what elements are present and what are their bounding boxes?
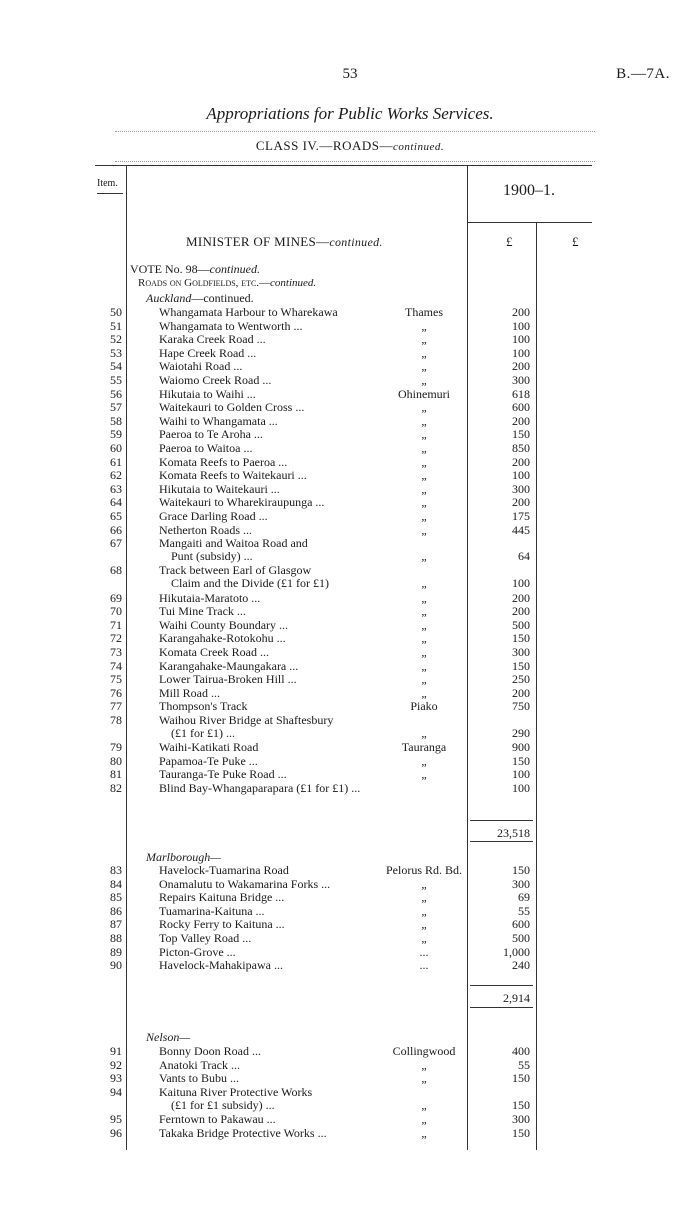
item-description: Karangahake-Rotokohu ...: [159, 631, 286, 646]
page-number: 53: [342, 66, 358, 82]
item-district: Tauranga: [401, 740, 447, 755]
table-row: [0, 699, 700, 713]
item-number: 53: [110, 345, 122, 360]
item-amount: 400: [512, 1044, 530, 1058]
item-district: Thames: [405, 305, 443, 319]
item-district: „: [421, 1112, 427, 1126]
table-row: [0, 576, 700, 590]
item-district: „: [421, 617, 427, 632]
item-number: 93: [110, 1071, 122, 1086]
item-number: 56: [110, 386, 122, 401]
item-description: Tui Mine Track ...: [159, 604, 246, 619]
table-row: [0, 400, 700, 414]
item-number: 60: [110, 441, 122, 455]
document-reference: B.—7A.: [616, 66, 670, 82]
table-row: [0, 563, 700, 577]
item-number: 74: [110, 658, 122, 673]
table-row: [0, 931, 700, 945]
item-description: Whangamata Harbour to Wharekawa: [159, 305, 338, 319]
item-amount: 150: [512, 1125, 530, 1140]
item-description: Thompson's Track: [159, 699, 248, 714]
table-row: [0, 713, 700, 727]
table-row: [0, 1112, 700, 1126]
item-description: Hape Creek Road ...: [159, 345, 257, 360]
class-heading-suffix: continued.: [392, 141, 445, 153]
table-row: [0, 455, 700, 469]
table-row: [0, 468, 700, 482]
item-amount: 290: [512, 726, 530, 740]
table-row: [0, 591, 700, 605]
item-number: 78: [110, 713, 122, 727]
item-amount: 750: [512, 699, 530, 714]
item-amount: 200: [512, 590, 530, 605]
item-district: „: [421, 332, 427, 347]
item-header-rule: [97, 193, 123, 194]
item-district: „: [421, 645, 427, 659]
item-description-continued: Claim and the Divide (£1 for £1): [171, 576, 329, 591]
item-description: Karangahake-Maungakara ...: [159, 658, 299, 673]
table-row: [0, 1044, 700, 1058]
item-amount: 300: [512, 481, 530, 496]
nelson-heading: Nelson—: [146, 1030, 191, 1044]
item-district: „: [421, 631, 427, 646]
item-district: Ohinemuri: [398, 386, 450, 401]
vote-heading-suffix: continued.: [209, 262, 260, 276]
item-district: Pelorus Rd. Bd.: [385, 863, 462, 877]
item-number: 57: [110, 400, 122, 415]
auckland-subtotal: 23,518: [497, 826, 530, 840]
item-district: „: [421, 590, 427, 605]
divider-dotted: [115, 161, 595, 162]
item-description: Vants to Bubu ...: [159, 1071, 240, 1086]
item-district: „: [421, 427, 427, 442]
item-description: Komata Reefs to Paeroa ...: [159, 454, 288, 469]
item-number: 96: [110, 1125, 122, 1140]
item-description: Hikutaia-Maratoto ...: [159, 590, 261, 605]
item-amount: 150: [512, 427, 530, 442]
item-amount: 55: [518, 1057, 530, 1072]
item-district: „: [421, 1071, 427, 1086]
item-description: Lower Tairua-Broken Hill ...: [159, 672, 297, 687]
item-amount: 150: [512, 631, 530, 646]
item-description: Grace Darling Road ...: [159, 509, 268, 523]
item-description: Waihi to Whangamata ...: [159, 413, 278, 428]
item-district: „: [421, 345, 427, 360]
item-district: „: [421, 726, 427, 740]
item-description: Havelock-Tuamarina Road: [159, 863, 289, 877]
table-row: [0, 305, 700, 319]
roads-heading-prefix: Roads on Goldfields, etc.—: [138, 277, 271, 289]
item-amount: 150: [512, 1097, 530, 1112]
item-description: Paeroa to Te Aroha ...: [159, 427, 263, 442]
table-row: [0, 631, 700, 645]
item-district: „: [421, 767, 427, 782]
item-description: Onamalutu to Wakamarina Forks ...: [159, 876, 331, 891]
item-amount: 300: [512, 1112, 530, 1126]
item-number: 73: [110, 645, 122, 659]
item-description: Takaka Bridge Protective Works ...: [159, 1125, 327, 1140]
table-row: [0, 332, 700, 346]
item-amount: 100: [512, 318, 530, 333]
item-number: 59: [110, 427, 122, 442]
item-district: „: [421, 468, 427, 483]
item-description: Waiotahi Road ...: [159, 359, 243, 374]
pound-sign: £: [506, 234, 513, 249]
item-amount: 850: [512, 441, 530, 455]
table-row: [0, 319, 700, 333]
item-number: 87: [110, 917, 122, 932]
item-number: 85: [110, 890, 122, 905]
item-number: 82: [110, 781, 122, 795]
item-column-header: Item.: [97, 178, 118, 189]
page-title: Appropriations for Public Works Services.: [206, 104, 494, 123]
item-amount: 200: [512, 495, 530, 510]
item-amount: 240: [512, 958, 530, 973]
table-row: [0, 346, 700, 360]
item-number: 80: [110, 753, 122, 768]
table-row: [0, 536, 700, 550]
item-number: 89: [110, 944, 122, 959]
item-number: 55: [110, 373, 122, 387]
table-row: [0, 359, 700, 373]
item-amount: 100: [512, 468, 530, 483]
item-number: 83: [110, 863, 122, 877]
item-district: ...: [419, 944, 429, 959]
vote-heading-prefix: VOTE No. 98—: [130, 262, 210, 276]
subtotal-rule: [470, 820, 533, 821]
item-number: 86: [110, 903, 122, 918]
table-row: [0, 945, 700, 959]
item-description: Whangamata to Wentworth ...: [159, 318, 303, 333]
item-district: „: [421, 509, 427, 523]
item-district: „: [421, 318, 427, 333]
item-number: 75: [110, 672, 122, 687]
item-description-continued: (£1 for £1 subsidy) ...: [171, 1097, 275, 1112]
item-number: 90: [110, 958, 122, 973]
table-row: [0, 427, 700, 441]
item-amount: 175: [512, 509, 530, 523]
table-row: [0, 863, 700, 877]
item-district: „: [421, 903, 427, 918]
table-row: [0, 890, 700, 904]
item-district: „: [421, 454, 427, 469]
minister-heading: [186, 234, 383, 250]
item-number: 81: [110, 767, 122, 782]
item-description: Waitekauri to Wharekiraupunga ...: [159, 495, 325, 510]
item-amount: 150: [512, 753, 530, 768]
item-district: ...: [419, 958, 429, 973]
item-number: 54: [110, 359, 122, 374]
item-district: „: [421, 576, 427, 591]
item-description: Tuamarina-Kaituna ...: [159, 903, 265, 918]
item-number: 66: [110, 522, 122, 537]
vote-heading: [130, 262, 260, 277]
item-description: Paeroa to Waitoa ...: [159, 441, 253, 455]
table-row: [0, 441, 700, 455]
item-district: „: [421, 917, 427, 932]
item-description: Komata Reefs to Waitekauri ...: [159, 468, 307, 483]
table-row: [0, 604, 700, 618]
table-row: [0, 645, 700, 659]
item-amount: 150: [512, 863, 530, 877]
item-description: Bonny Doon Road ...: [159, 1044, 261, 1058]
item-amount: 100: [512, 767, 530, 782]
table-row: [0, 740, 700, 754]
table-top-rule: [95, 165, 592, 166]
auckland-heading: [146, 291, 254, 306]
item-amount: 300: [512, 876, 530, 891]
item-district: „: [421, 373, 427, 387]
item-description-continued: (£1 for £1) ...: [171, 726, 235, 740]
item-district: „: [421, 685, 427, 700]
auckland-heading-suffix: —continued.: [191, 291, 254, 305]
table-row: [0, 523, 700, 537]
item-district: „: [421, 549, 427, 564]
item-number: 52: [110, 332, 122, 347]
item-description: Top Valley Road ...: [159, 931, 252, 945]
item-description: Papamoa-Te Puke ...: [159, 753, 258, 768]
item-district: Piako: [410, 699, 438, 714]
table-row: [0, 509, 700, 523]
item-description: Picton-Grove ...: [159, 944, 236, 959]
item-district: „: [421, 753, 427, 768]
item-district: „: [421, 495, 427, 510]
item-number: 63: [110, 481, 122, 496]
item-amount: 200: [512, 604, 530, 619]
item-amount: 150: [512, 658, 530, 673]
table-row: [0, 781, 700, 795]
item-amount: 100: [512, 781, 530, 795]
item-district: „: [421, 359, 427, 374]
table-row: [0, 877, 700, 891]
subtotal-rule: [470, 1007, 533, 1008]
item-amount: 100: [512, 345, 530, 360]
item-amount: 445: [512, 522, 530, 537]
marlborough-subtotal: 2,914: [503, 991, 530, 1005]
item-description: Ferntown to Pakawau ...: [159, 1112, 276, 1126]
table-row: [0, 904, 700, 918]
item-description: Repairs Kaituna Bridge ...: [159, 890, 285, 905]
item-description: Karaka Creek Road ...: [159, 332, 266, 347]
item-description: Mangaiti and Waitoa Road and: [159, 536, 308, 551]
item-amount: 200: [512, 413, 530, 428]
item-district: „: [421, 931, 427, 945]
item-description: Komata Creek Road ...: [159, 645, 269, 659]
item-district: „: [421, 672, 427, 687]
auckland-heading-name: Auckland: [146, 291, 192, 305]
table-row: [0, 754, 700, 768]
item-amount: 618: [512, 386, 530, 401]
item-description: Track between Earl of Glasgow: [159, 563, 312, 578]
item-description: Waihou River Bridge at Shaftesbury: [159, 713, 334, 727]
table-row: [0, 1071, 700, 1085]
item-description-continued: Punt (subsidy) ...: [171, 549, 253, 564]
item-district: „: [421, 604, 427, 619]
item-district: „: [421, 441, 427, 455]
item-description: Waihi County Boundary ...: [159, 617, 289, 632]
item-description: Waihi-Katikati Road: [159, 740, 259, 755]
year-rule: [467, 222, 592, 223]
item-district: „: [421, 413, 427, 428]
item-number: 51: [110, 318, 122, 333]
item-number: 70: [110, 604, 122, 619]
item-description: Anatoki Track ...: [159, 1057, 240, 1072]
roads-heading-suffix: continued.: [270, 277, 317, 289]
item-number: 79: [110, 740, 122, 755]
item-description: Waitekauri to Golden Cross ...: [159, 400, 305, 415]
table-row: [0, 495, 700, 509]
item-amount: 300: [512, 373, 530, 387]
item-amount: 500: [512, 931, 530, 945]
table-row: [0, 659, 700, 673]
item-number: 65: [110, 509, 122, 523]
item-number: 71: [110, 617, 122, 632]
table-row: [0, 767, 700, 781]
item-amount: 1,000: [503, 944, 530, 959]
subtotal-rule: [470, 841, 533, 842]
table-row: [0, 917, 700, 931]
item-amount: 200: [512, 359, 530, 374]
item-description: Rocky Ferry to Kaituna ...: [159, 917, 285, 932]
table-row: [0, 1126, 700, 1140]
table-row: [0, 686, 700, 700]
item-number: 62: [110, 468, 122, 483]
item-district: „: [421, 890, 427, 905]
table-row: [0, 387, 700, 401]
item-district: „: [421, 1125, 427, 1140]
item-district: „: [421, 481, 427, 496]
item-number: 92: [110, 1057, 122, 1072]
item-amount: 150: [512, 1071, 530, 1086]
item-description: Hikutaia to Waitekauri ...: [159, 481, 280, 496]
table-row: [0, 1058, 700, 1072]
item-amount: 500: [512, 617, 530, 632]
item-number: 68: [110, 563, 122, 578]
item-number: 61: [110, 454, 122, 469]
table-row: [0, 373, 700, 387]
item-amount: 300: [512, 645, 530, 659]
item-description: Waiomo Creek Road ...: [159, 373, 272, 387]
item-amount: 200: [512, 685, 530, 700]
item-number: 69: [110, 590, 122, 605]
item-number: 95: [110, 1112, 122, 1126]
item-amount: 69: [518, 890, 530, 905]
item-number: 67: [110, 536, 122, 551]
item-amount: 55: [518, 903, 530, 918]
item-amount: 900: [512, 740, 530, 755]
item-number: 72: [110, 631, 122, 646]
item-district: „: [421, 658, 427, 673]
item-amount: 100: [512, 332, 530, 347]
minister-heading-suffix: continued.: [329, 235, 383, 249]
item-number: 88: [110, 931, 122, 945]
table-row: [0, 958, 700, 972]
marlborough-heading: Marlborough—: [146, 850, 221, 864]
item-description: Blind Bay-Whangaparapara (£1 for £1) ...: [159, 781, 361, 795]
item-number: 50: [110, 305, 122, 319]
item-district: „: [421, 1097, 427, 1112]
minister-heading-prefix: MINISTER OF MINES—: [186, 234, 330, 249]
pound-sign: £: [572, 234, 579, 249]
item-amount: 64: [518, 549, 530, 564]
item-description: Netherton Roads ...: [159, 522, 252, 537]
item-district: „: [421, 522, 427, 537]
table-row: [0, 1098, 700, 1112]
item-number: 94: [110, 1084, 122, 1099]
table-row: [0, 549, 700, 563]
item-description: Kaituna River Protective Works: [159, 1084, 313, 1099]
item-number: 91: [110, 1044, 122, 1058]
item-number: 84: [110, 876, 122, 891]
item-number: 64: [110, 495, 122, 510]
class-heading: [0, 138, 700, 154]
item-description: Tauranga-Te Puke Road ...: [159, 767, 287, 782]
item-description: Hikutaia to Waihi ...: [159, 386, 256, 401]
item-amount: 600: [512, 917, 530, 932]
class-heading-prefix: CLASS IV.—ROADS—: [255, 138, 393, 153]
subtotal-rule: [470, 985, 533, 986]
item-amount: 600: [512, 400, 530, 415]
item-description: Havelock-Mahakipawa ...: [159, 958, 283, 973]
table-row: [0, 414, 700, 428]
table-row: [0, 1085, 700, 1099]
item-amount: 200: [512, 305, 530, 319]
item-description: Mill Road ...: [159, 685, 221, 700]
item-amount: 100: [512, 576, 530, 591]
item-district: Collingwood: [392, 1044, 456, 1058]
fiscal-year: 1900–1.: [503, 182, 555, 199]
table-row: [0, 618, 700, 632]
item-amount: 250: [512, 672, 530, 687]
item-number: 77: [110, 699, 122, 714]
table-row: [0, 726, 700, 740]
item-district: „: [421, 876, 427, 891]
item-number: 76: [110, 685, 122, 700]
divider-dotted: [115, 131, 595, 132]
roads-heading: [138, 277, 316, 289]
item-district: „: [421, 400, 427, 415]
table-row: [0, 482, 700, 496]
item-amount: 200: [512, 454, 530, 469]
table-row: [0, 672, 700, 686]
item-number: 58: [110, 413, 122, 428]
item-district: „: [421, 1057, 427, 1072]
